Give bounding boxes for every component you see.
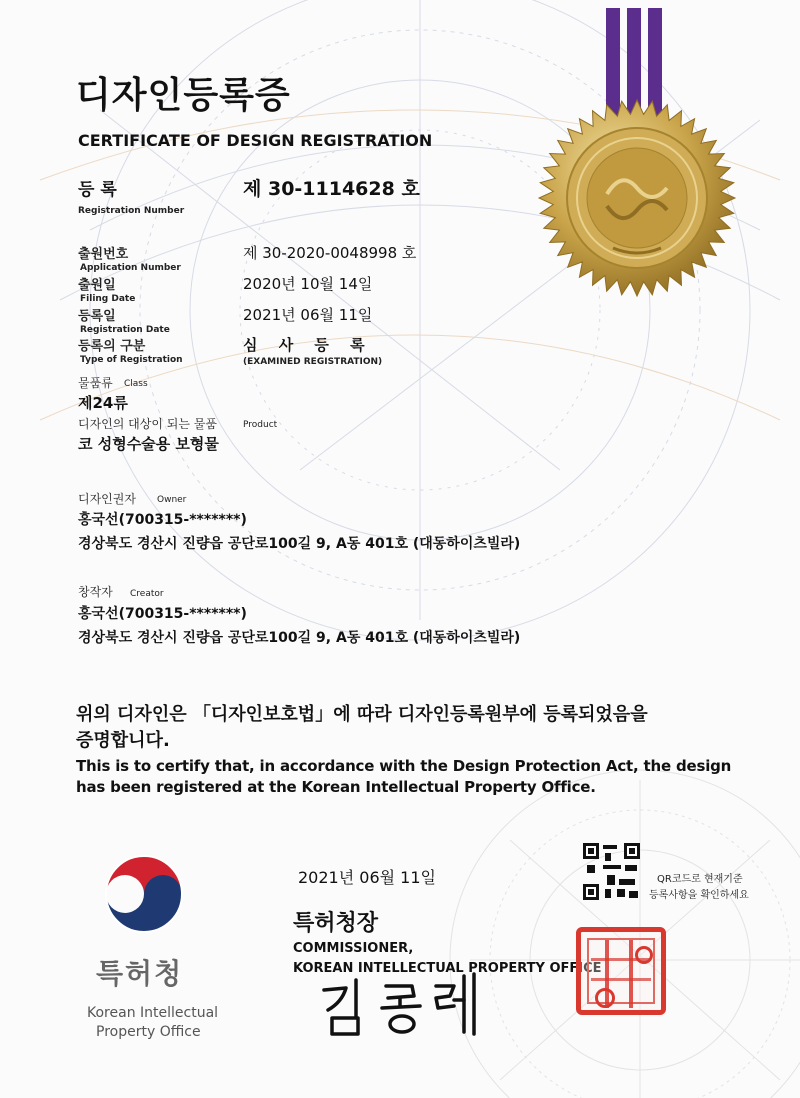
registration-type-label-ko: 등록의 구분 (78, 339, 146, 354)
kipo-logo-icon (102, 852, 186, 936)
statement-ko-line2: 증명합니다. (76, 730, 170, 751)
application-label-ko: 출원번호 (78, 247, 129, 262)
statement-en-line2: has been registered at the Korean Intellectual Property Office. (76, 778, 596, 796)
application-number: 제 30-2020-0048998 호 (243, 244, 417, 262)
registration-label-ko: 등 록 (78, 180, 117, 200)
registration-type-label-en: Type of Registration (80, 355, 183, 365)
official-seal-stamp (576, 927, 666, 1015)
owner-address: 경상북도 경산시 진량읍 공단로100길 9, A동 401호 (대동하이츠빌라) (78, 536, 521, 552)
commissioner-title-ko: 특허청장 (293, 911, 379, 936)
registration-type: 심 사 등 록 (243, 336, 373, 354)
registration-date-label-ko: 등록일 (78, 309, 116, 324)
product-label-en: Product (243, 420, 278, 430)
registration-date-label-en: Registration Date (80, 325, 170, 335)
qr-caption-line2: 등록사항을 확인하세요 (649, 890, 749, 901)
owner-label-ko: 디자인권자 (78, 492, 136, 506)
creator-name: 홍국선(700315-*******) (78, 606, 247, 622)
filing-date-label-ko: 출원일 (78, 278, 116, 293)
class-value: 제24류 (78, 394, 128, 412)
product-value: 코 성형수술용 보형물 (78, 435, 219, 453)
registration-type-en: (EXAMINED REGISTRATION) (243, 357, 383, 367)
registration-label-en: Registration Number (78, 206, 185, 216)
application-label-en: Application Number (80, 263, 181, 273)
commissioner-title-en-line1: COMMISSIONER, (293, 941, 414, 956)
gold-seal-icon (537, 98, 737, 298)
signature (318, 972, 488, 1042)
qr-code-icon (583, 843, 640, 900)
kipo-name-en-line2: Property Office (96, 1024, 201, 1040)
registration-date: 2021년 06월 11일 (243, 306, 373, 324)
statement-ko-line1: 위의 디자인은 「디자인보호법」에 따라 디자인등록원부에 등록되었음을 (76, 704, 648, 725)
class-label-ko: 물품류 (78, 376, 113, 390)
owner-label-en: Owner (157, 495, 187, 505)
qr-caption-line1: QR코드로 현재기준 (657, 874, 743, 885)
title-english: CERTIFICATE OF DESIGN REGISTRATION (78, 131, 433, 150)
commissioner-title-en-line2: KOREAN INTELLECTUAL PROPERTY OFFICE (293, 961, 602, 976)
registration-number: 제 30-1114628 호 (243, 178, 420, 200)
filing-date-label-en: Filing Date (80, 294, 136, 304)
product-label-ko: 디자인의 대상이 되는 물품 (78, 417, 217, 431)
creator-address: 경상북도 경산시 진량읍 공단로100길 9, A동 401호 (대동하이츠빌라) (78, 630, 521, 646)
class-label-en: Class (124, 379, 148, 389)
issue-date: 2021년 06월 11일 (298, 868, 436, 887)
creator-label-ko: 창작자 (78, 585, 113, 599)
creator-label-en: Creator (130, 589, 164, 599)
kipo-name-en-line1: Korean Intellectual (87, 1005, 219, 1021)
owner-name: 홍국선(700315-*******) (78, 512, 247, 528)
filing-date: 2020년 10월 14일 (243, 275, 373, 293)
title-korean: 디자인등록증 (76, 75, 291, 116)
statement-en-line1: This is to certify that, in accordance with the Design Protection Act, the design (76, 757, 732, 775)
kipo-name-ko: 특허청 (96, 957, 184, 990)
